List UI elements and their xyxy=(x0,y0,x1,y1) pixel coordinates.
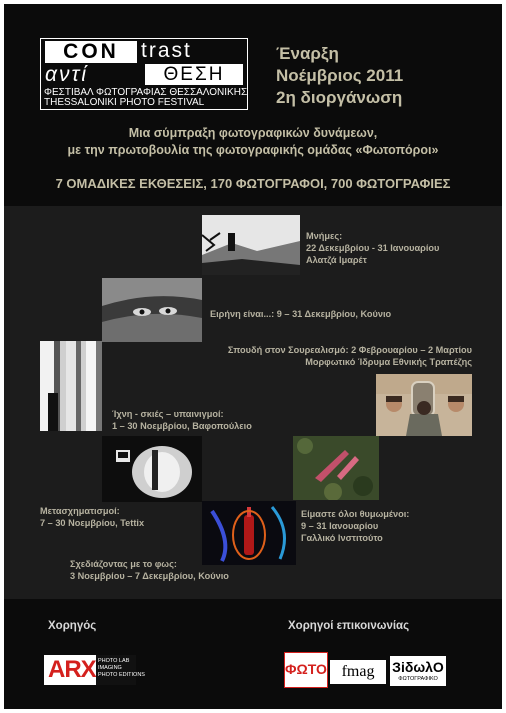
eidolo-logo: ЗіδωλΟ ΦΩΤΟΓΡΑΦΙΚΟ xyxy=(390,656,446,686)
foto-magazine-logo: ΦΩΤΟ xyxy=(284,652,328,688)
logo-subtitle-english: THESSALONIKI PHOTO FESTIVAL xyxy=(44,97,205,108)
exhibition-peace: Ειρήνη είναι...: 9 – 31 Δεκεμβρίου, Κούνιο xyxy=(210,309,392,319)
logo-trast: trast xyxy=(141,39,192,62)
exhibition-transformations: Μετασχηματισμοί: 7 – 30 Νοεμβρίου, Tettix xyxy=(40,506,145,528)
logo-thesi: ΘΕΣΗ xyxy=(145,64,243,85)
photo-memories xyxy=(202,215,300,275)
logo-anti: αντί xyxy=(45,63,88,86)
festival-logo xyxy=(40,38,248,110)
exhibition-surrealism: Σπουδή στον Σουρεαλισμό: 2 Φεβρουαρίου – 2 Μαρτίου Μορφωτικό Ίδρυμα Εθνικής Τραπέζης xyxy=(227,345,472,367)
photo-peace xyxy=(102,278,202,342)
photo-angry xyxy=(293,436,379,500)
poster xyxy=(4,4,502,709)
exhibition-light: Σχεδιάζοντας με το φως: 3 Νοεμβρίου – 7 Δεκεμβρίου, Κούνιο xyxy=(70,559,229,581)
exhibition-angry: Είμαστε όλοι θυμωμένοι: 9 – 31 Ιανουαρίου Γαλλικό Ινστιτούτο xyxy=(301,509,410,543)
stats-line: 7 ΟΜΑΔΙΚΕΣ ΕΚΘΕΣΕΙΣ, 170 ΦΩΤΟΓΡΑΦΟΙ, 700 ΦΩΤΟΓΡΑΦΙΕΣ xyxy=(55,176,451,191)
exhibition-memories: Μνήμες: 22 Δεκεμβρίου - 31 Ιανουαρίου Αλατζά Ιμαρέτ xyxy=(306,231,440,265)
photo-surrealism xyxy=(376,374,472,436)
header-date: Νοέμβριος 2011 xyxy=(276,66,404,85)
intro-line-1: Μια σύμπραξη φωτογραφικών δυνάμεων, xyxy=(128,126,378,140)
header-edition: 2η διοργάνωση xyxy=(276,88,403,107)
exhibition-traces: Ίχνη - σκιές – υπαινιγμοί: 1 – 30 Νοεμβρίου, Βαφοπούλειο xyxy=(112,409,252,431)
sponsor-label: Χορηγός xyxy=(48,620,97,632)
logo-subtitle-greek: ΦΕΣΤΙΒΑΛ ΦΩΤΟΓΡΑΦΙΑΣ ΘΕΣΣΑΛΟΝΙΚΗΣ xyxy=(44,87,248,98)
intro-line-2: με την πρωτοβουλία της φωτογραφικής ομάδας «Φωτοπόροι» xyxy=(67,143,439,157)
logo-con: CON xyxy=(45,41,137,63)
media-sponsors-label: Χορηγοί επικοινωνίας xyxy=(288,620,410,632)
arx-logo: ARX PHOTO LAB IMAGING PHOTO EDITIONS xyxy=(44,655,136,685)
photo-columns xyxy=(40,341,102,431)
photo-shadows xyxy=(102,436,202,502)
photo-light xyxy=(202,501,296,565)
header-start: Έναρξη xyxy=(276,44,339,63)
fmag-logo: fmag xyxy=(330,660,386,684)
